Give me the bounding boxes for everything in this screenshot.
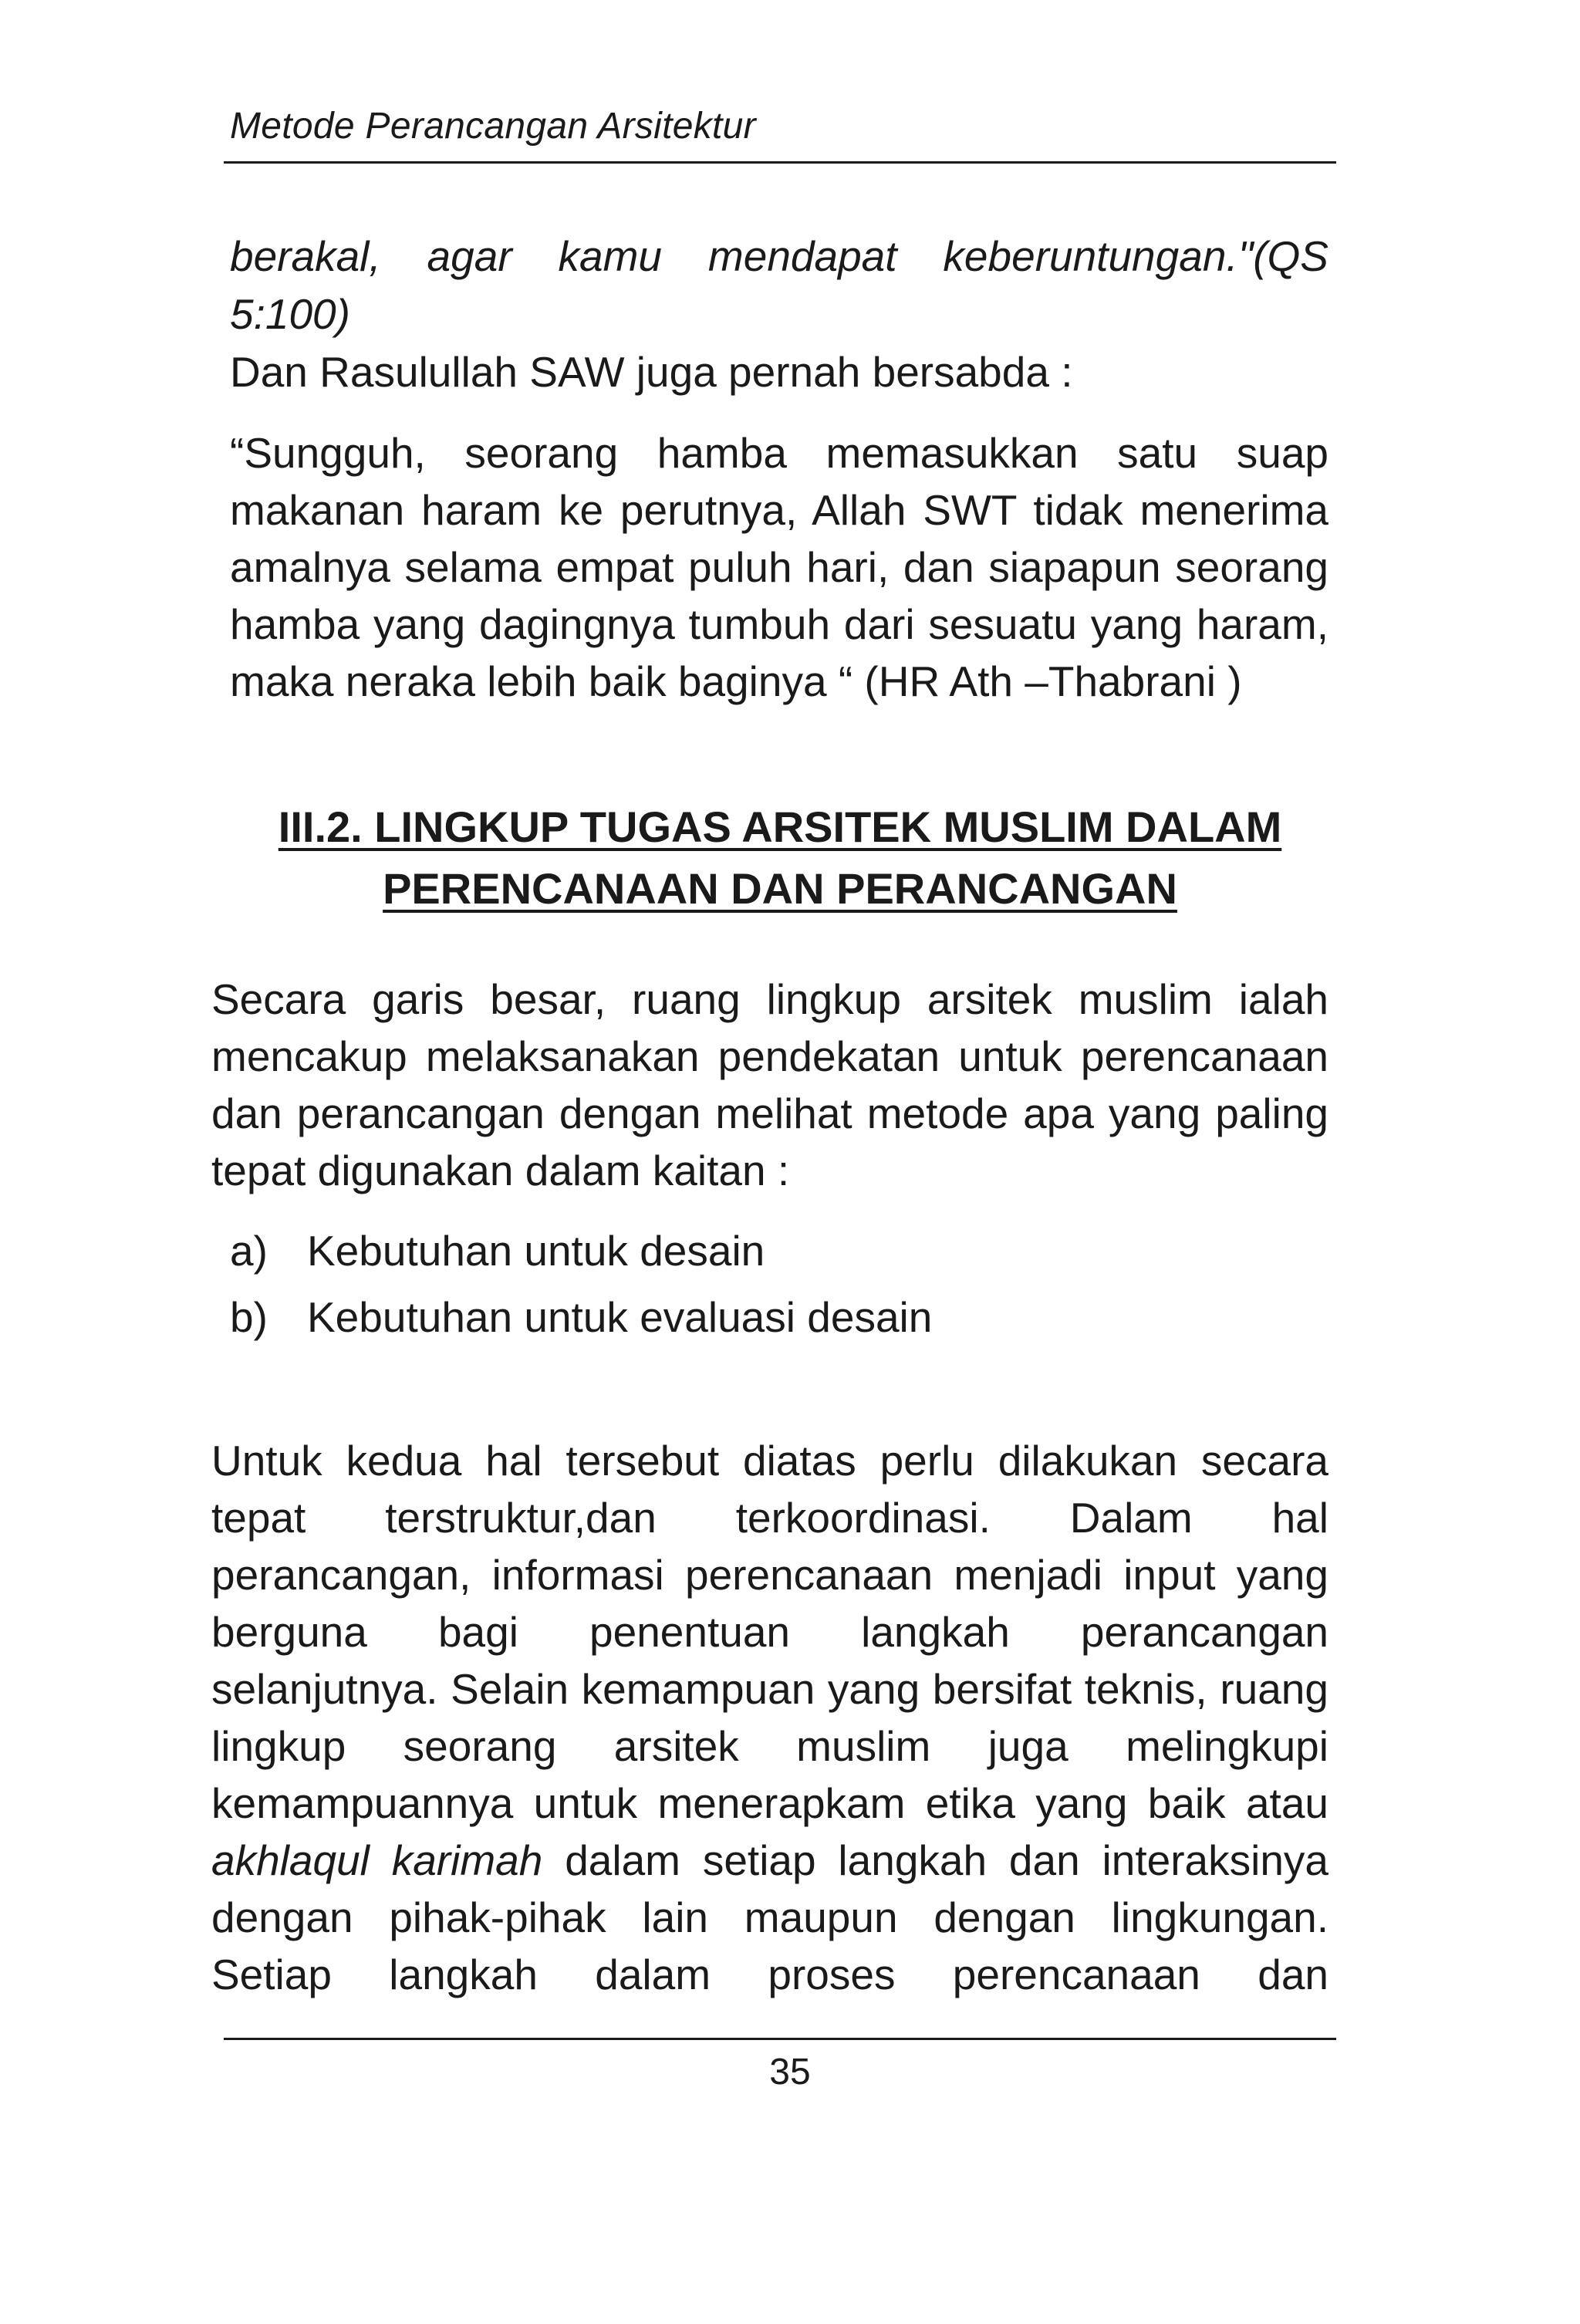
paragraph-2-line-10: Setiap langkah dalam proses perencanaan dan — [211, 1951, 1328, 1998]
paragraph-1-line-1: Secara garis besar, ruang lingkup arsitek muslim ialah — [211, 975, 1328, 1023]
list-marker: a) — [230, 1227, 268, 1275]
paragraph-1-line-4: tepat digunakan dalam kaitan : — [211, 1147, 790, 1194]
hadith-line-5: maka neraka lebih baik baginya “ (HR Ath –Thabrani ) — [230, 657, 1242, 705]
list-item — [0, 1293, 1580, 1343]
header-divider — [224, 161, 1336, 164]
list-item-text: Kebutuhan untuk evaluasi desain — [307, 1293, 933, 1341]
list-item-text: Kebutuhan untuk desain — [307, 1227, 765, 1275]
hadith-line-4: hamba yang dagingnya tumbuh dari sesuatu yang haram, — [230, 600, 1328, 648]
hadith-line-2: makanan haram ke perutnya, Allah SWT tidak menerima — [230, 486, 1328, 534]
page-number: 35 — [769, 2052, 811, 2093]
paragraph-1-line-3: dan perancangan dengan melihat metode apa yang paling — [211, 1089, 1328, 1137]
quran-quote-line-1: berakal, agar kamu mendapat keberuntungan."(QS — [230, 232, 1328, 280]
hadith-line-1: “Sungguh, seorang hamba memasukkan satu suap — [230, 429, 1328, 477]
hadith-line-3: amalnya selama empat puluh hari, dan siapapun seorang — [230, 543, 1328, 591]
list-item — [0, 1227, 1580, 1276]
footer-divider — [224, 2038, 1336, 2040]
paragraph-2-line-3: perancangan, informasi perencanaan menjadi input yang — [211, 1551, 1328, 1599]
paragraph-2-line-9: dengan pihak-pihak lain maupun dengan lingkungan. — [211, 1893, 1328, 1941]
list-marker: b) — [230, 1293, 268, 1341]
paragraph-2-line-8-rest: dalam setiap langkah dan interaksinya — [565, 1836, 1329, 1884]
paragraph-2-line-1: Untuk kedua hal tersebut diatas perlu dilakukan secara — [211, 1437, 1328, 1485]
paragraph-2-line-4: berguna bagi penentuan langkah perancangan — [211, 1608, 1328, 1656]
paragraph-1-line-2: mencakup melaksanakan pendekatan untuk perencanaan — [211, 1032, 1328, 1080]
running-header-title: Metode Perancangan Arsitektur — [230, 106, 756, 147]
italic-term: akhlaqul karimah — [211, 1836, 543, 1884]
paragraph-2-line-7: kemampuannya untuk menerapkam etika yang baik atau — [211, 1779, 1328, 1827]
paragraph-2-line-2: tepat terstruktur,dan terkoordinasi. Dalam hal — [211, 1494, 1328, 1542]
paragraph-2-line-8 — [211, 1836, 1329, 1884]
hadith-intro: Dan Rasulullah SAW juga pernah bersabda : — [230, 348, 1073, 396]
section-heading-line-1: III.2. LINGKUP TUGAS ARSITEK MUSLIM DALAM — [278, 802, 1282, 851]
section-heading-line-2: PERENCANAAN DAN PERANCANGAN — [383, 864, 1177, 913]
paragraph-2-line-6: lingkup seorang arsitek muslim juga melingkupi — [211, 1722, 1328, 1770]
quran-quote-line-2: 5:100) — [230, 290, 350, 338]
paragraph-2-line-5: selanjutnya. Selain kemampuan yang bersifat teknis, ruang — [211, 1665, 1328, 1713]
